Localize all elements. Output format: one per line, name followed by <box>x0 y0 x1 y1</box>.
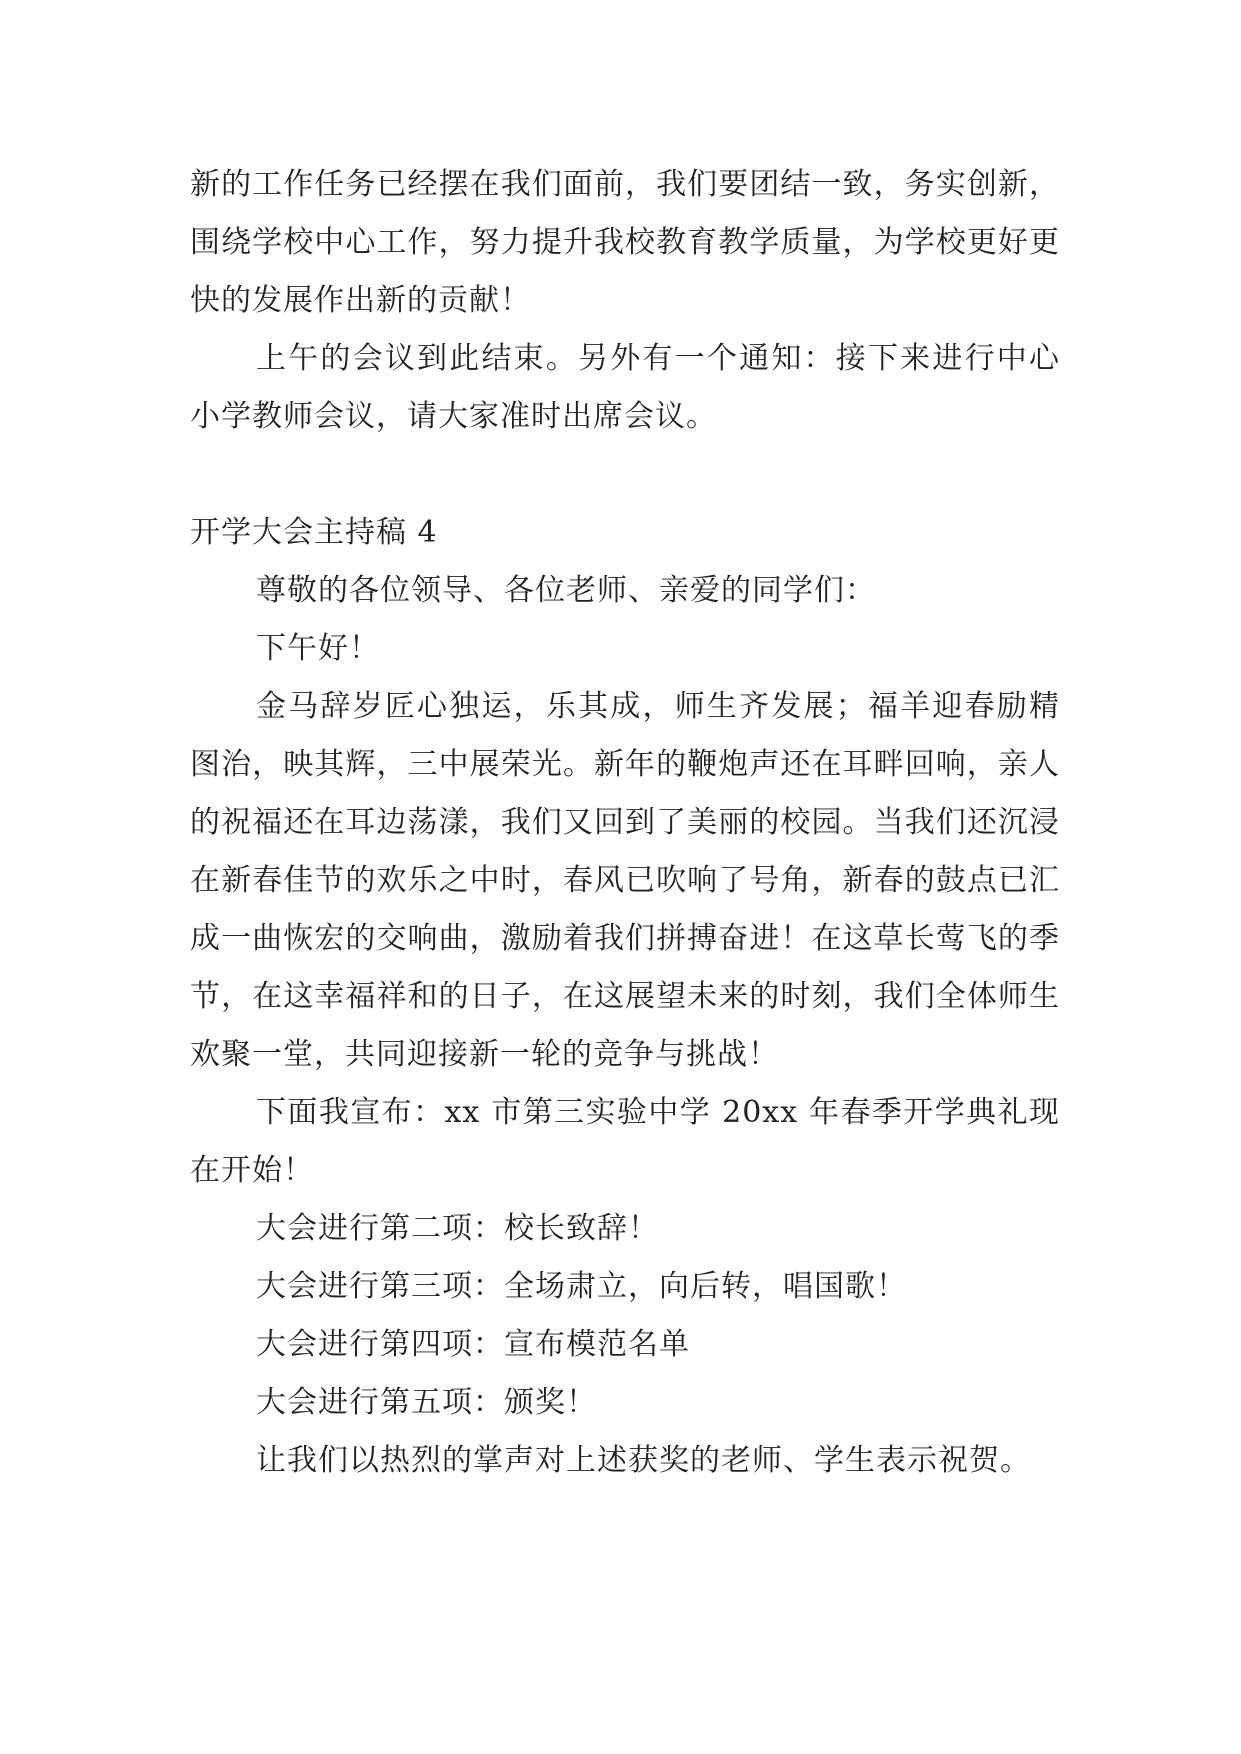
agenda-item: 大会进行第三项：全场肃立，向后转，唱国歌！ <box>256 1269 907 1304</box>
section-title: 开学大会主持稿 4 <box>190 515 438 550</box>
closing-line: 让我们以热烈的掌声对上述获奖的老师、学生表示祝贺。 <box>256 1443 1031 1478</box>
agenda-item: 大会进行第五项：颁奖！ <box>256 1385 597 1420</box>
opening-announcement: 下面我宣布：xx 市第三实验中学 20xx 年春季开学典礼现在开始！ <box>190 1095 1060 1188</box>
body-paragraph: 金马辞岁匠心独运，乐其成，师生齐发展；福羊迎春励精图治，映其辉，三中展荣光。新年的鞭炮声还在耳畔回响，亲人的祝福还在耳边荡漾，我们又回到了美丽的校园。当我们还沉浸在新春佳节的欢乐之中时，春风已吹响了号角，新春的鼓点已汇成一曲恢宏的交响曲，激励着我们拼搏奋进！在这草长莺飞的季节，在这幸福祥和的日子，在这展望未来的时刻，我们全体师生欢聚一堂，共同迎接新一轮的竞争与挑战！ <box>190 689 1060 1072</box>
body-paragraph: 新的工作任务已经摆在我们面前，我们要团结一致，务实创新，围绕学校中心工作，努力提升我校教育教学质量，为学校更好更快的发展作出新的贡献！ <box>190 167 1060 318</box>
agenda-item: 大会进行第四项：宣布模范名单 <box>256 1327 690 1362</box>
salutation: 尊敬的各位领导、各位老师、亲爱的同学们： <box>256 573 876 608</box>
body-paragraph: 上午的会议到此结束。另外有一个通知：接下来进行中心小学教师会议，请大家准时出席会议。 <box>190 341 1060 434</box>
agenda-item: 大会进行第二项：校长致辞！ <box>256 1211 659 1246</box>
paragraph-gap <box>190 446 1060 504</box>
greeting: 下午好！ <box>256 631 380 666</box>
document-body <box>190 156 1060 1490</box>
